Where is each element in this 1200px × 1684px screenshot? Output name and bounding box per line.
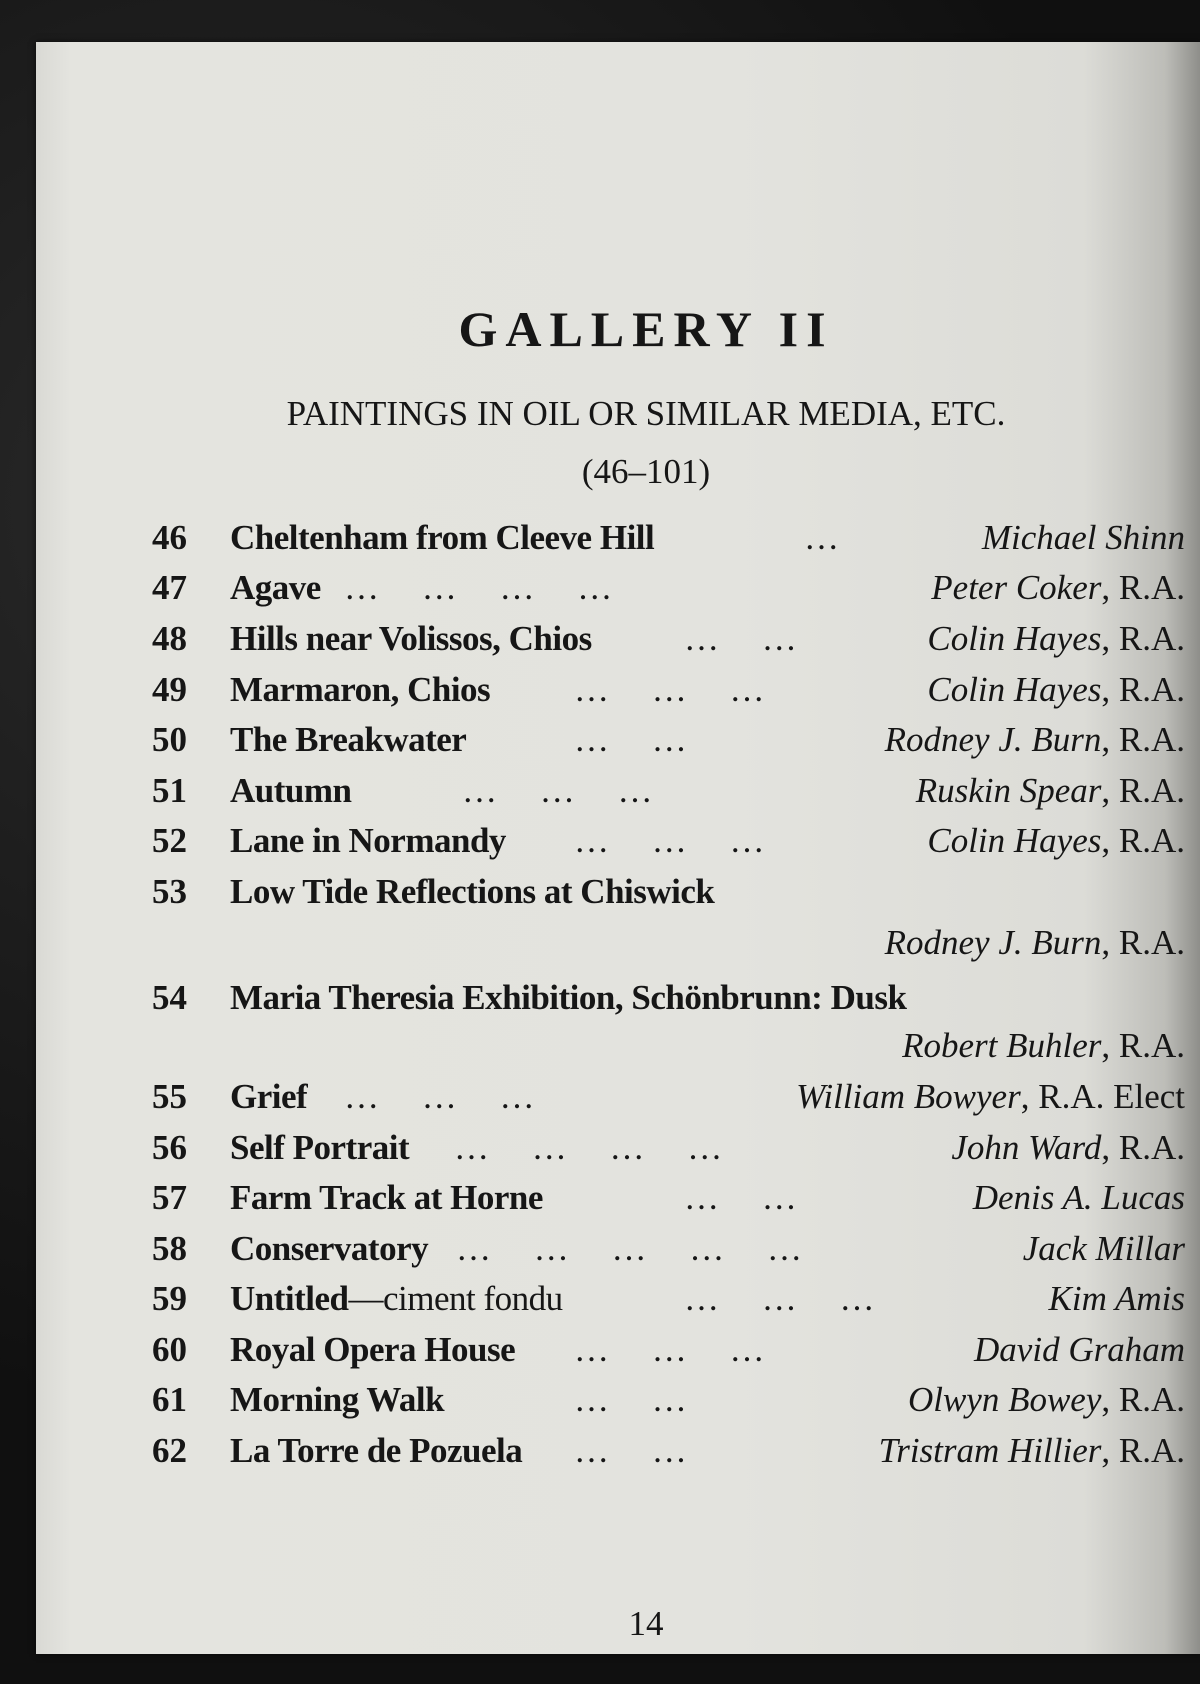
entry-artist <box>927 670 1185 710</box>
entry-leader: … … … <box>344 1077 536 1116</box>
entry-artist <box>973 1178 1185 1218</box>
entry-medium: —ciment fondu <box>348 1279 563 1318</box>
artist-suffix: , R.A. <box>1101 1128 1185 1167</box>
artist-suffix: , R.A. <box>1101 771 1185 810</box>
artist-suffix: , R.A. <box>1101 923 1185 962</box>
entry-artist <box>916 771 1185 811</box>
entry-artist <box>902 1026 1185 1066</box>
entry-number: 59 <box>152 1279 187 1318</box>
catalogue-range: (46–101) <box>581 452 711 491</box>
entry-leader: … … <box>684 619 798 658</box>
entry-title: Cheltenham from Cleeve Hill <box>230 518 655 557</box>
entry-number: 52 <box>152 821 187 860</box>
entry-title: Grief <box>230 1077 308 1116</box>
catalogue-entries <box>36 42 1200 1654</box>
entry-leader: … <box>804 518 840 557</box>
entry-title <box>230 1279 563 1319</box>
entry-leader: … … … … … <box>456 1229 803 1268</box>
entry-title: Marmaron, Chios <box>230 670 491 709</box>
entry-number: 57 <box>152 1178 187 1217</box>
catalogue-page <box>36 42 1200 1654</box>
artist-name: Robert Buhler <box>902 1026 1102 1065</box>
artist-name: Colin Hayes <box>927 619 1102 658</box>
entry-artist <box>1023 1229 1185 1269</box>
entry-artist <box>885 720 1185 760</box>
entry-number: 61 <box>152 1380 187 1419</box>
entry-leader: … … … <box>462 771 654 810</box>
entry-artist <box>951 1128 1185 1168</box>
entry-leader: … … … <box>574 670 766 709</box>
entry-artist <box>931 568 1185 608</box>
entry-number: 60 <box>152 1330 187 1369</box>
gallery-subtitle: PAINTINGS IN OIL OR SIMILAR MEDIA, ETC. <box>286 394 1006 433</box>
artist-suffix: , R.A. <box>1101 1026 1185 1065</box>
entry-number: 49 <box>152 670 187 709</box>
artist-suffix: , R.A. <box>1101 1431 1185 1470</box>
gallery-title: GALLERY II <box>458 301 834 357</box>
entry-title: The Breakwater <box>230 720 467 759</box>
entry-leader: … … <box>574 720 688 759</box>
entry-number: 62 <box>152 1431 187 1470</box>
artist-name: Colin Hayes <box>927 670 1102 709</box>
entry-number: 48 <box>152 619 187 658</box>
artist-name: William Bowyer <box>796 1077 1021 1116</box>
artist-name: Michael Shinn <box>981 518 1185 557</box>
entry-leader: … … <box>574 1380 688 1419</box>
entry-leader: … … … <box>574 1330 766 1369</box>
entry-title: Farm Track at Horne <box>230 1178 543 1217</box>
entry-artist <box>1049 1279 1185 1319</box>
entry-title-text: Untitled <box>230 1279 349 1318</box>
artist-suffix: , R.A. <box>1101 821 1185 860</box>
entry-leader: … … … <box>574 821 766 860</box>
artist-suffix: , R.A. <box>1101 1380 1185 1419</box>
entry-artist <box>927 821 1185 861</box>
entry-number: 53 <box>152 872 187 911</box>
artist-suffix: , R.A. <box>1101 670 1185 709</box>
artist-name: Ruskin Spear <box>915 771 1102 810</box>
artist-name: Jack Millar <box>1022 1229 1185 1268</box>
entry-title: La Torre de Pozuela <box>230 1431 523 1470</box>
entry-artist <box>885 923 1185 963</box>
entry-artist <box>927 619 1185 659</box>
artist-suffix: , R.A. <box>1101 720 1185 759</box>
entry-leader: … … <box>574 1431 688 1470</box>
entry-number: 50 <box>152 720 187 759</box>
artist-name: Tristram Hillier <box>878 1431 1102 1470</box>
entry-number: 58 <box>152 1229 187 1268</box>
artist-suffix: , R.A. Elect <box>1020 1077 1185 1116</box>
entry-title: Maria Theresia Exhibition, Schönbrunn: Dusk <box>230 978 907 1017</box>
entry-title: Self Portrait <box>230 1128 410 1167</box>
page-number: 14 <box>628 1604 664 1643</box>
artist-name: Olwyn Bowey <box>907 1380 1102 1419</box>
entry-artist <box>974 1330 1185 1370</box>
entry-artist <box>908 1380 1185 1420</box>
entry-title: Low Tide Reflections at Chiswick <box>230 872 715 911</box>
entry-number: 55 <box>152 1077 187 1116</box>
entry-leader: … … … … <box>454 1128 724 1167</box>
artist-name: Kim Amis <box>1048 1279 1185 1318</box>
entry-artist <box>982 518 1185 558</box>
entry-artist <box>796 1077 1185 1117</box>
artist-name: Rodney J. Burn <box>884 923 1102 962</box>
entry-number: 46 <box>152 518 187 557</box>
entry-title: Morning Walk <box>230 1380 445 1419</box>
entry-artist <box>879 1431 1185 1471</box>
entry-leader: … … … … <box>344 568 614 607</box>
entry-title: Royal Opera House <box>230 1330 516 1369</box>
artist-name: Rodney J. Burn <box>884 720 1102 759</box>
entry-number: 51 <box>152 771 187 810</box>
artist-name: Denis A. Lucas <box>972 1178 1185 1217</box>
entry-number: 56 <box>152 1128 187 1167</box>
entry-title: Hills near Volissos, Chios <box>230 619 592 658</box>
entry-title: Conservatory <box>230 1229 429 1268</box>
entry-leader: … … <box>684 1178 798 1217</box>
entry-title: Lane in Normandy <box>230 821 506 860</box>
artist-suffix: , R.A. <box>1101 619 1185 658</box>
entry-title: Agave <box>230 568 321 607</box>
entry-number: 47 <box>152 568 187 607</box>
artist-suffix: , R.A. <box>1101 568 1185 607</box>
entry-number: 54 <box>152 978 187 1017</box>
entry-leader: … … … <box>684 1279 876 1318</box>
artist-name: Colin Hayes <box>927 821 1102 860</box>
artist-name: John Ward <box>951 1128 1102 1167</box>
artist-name: David Graham <box>974 1330 1185 1369</box>
entry-title: Autumn <box>230 771 352 810</box>
artist-name: Peter Coker <box>931 568 1102 607</box>
